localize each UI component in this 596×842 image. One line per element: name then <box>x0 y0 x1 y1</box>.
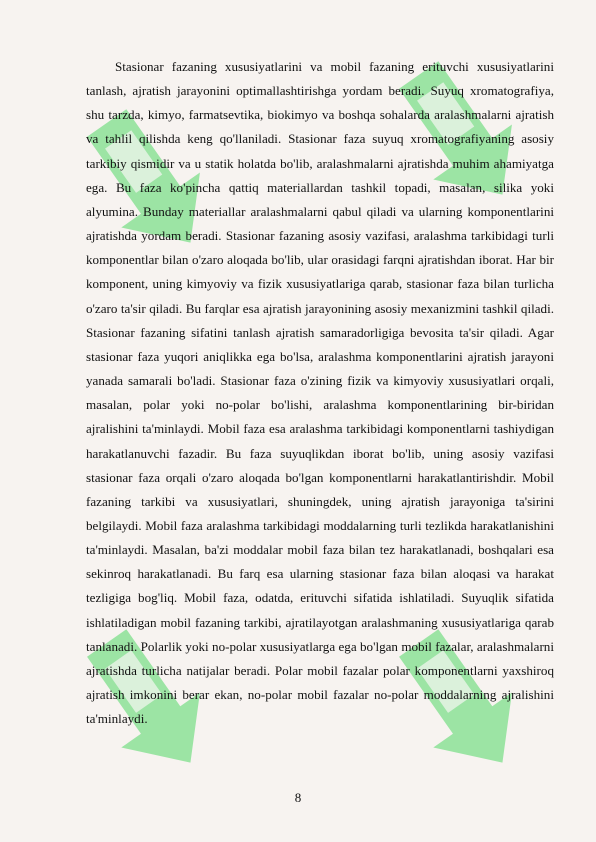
paragraph: Stasionar fazaning xususiyatlarini va mobil fazaning erituvchi xususiyatlarini tanlash, ajratish jarayonini optimallashtirishga yordam beradi. Suyuq xromatografiya, shu tarzda, kimyo, farmatsevtika, biokimyo va boshqa sohalarda aralashmalarni ajratish va tahlil qilishda keng qo'llaniladi. Stasionar faza suyuq xromatografiyaning asosiy tarkibiy qismidir va u statik holatda bo'lib, aralashmalarni ajratishda muhim ahamiyatga ega. Bu faza ko'pincha qattiq materiallardan tashkil topadi, masalan, silika yoki alyumina. Bunday materiallar aralashmalarni qabul qiladi va ularning komponentlarini ajratishda yordam beradi. Stasionar fazaning asosiy vazifasi, aralashma tarkibidagi turli komponentlar bilan o'zaro aloqada bo'lib, ular orasidagi farqni ajratishdan iborat. Har bir komponent, uning kimyoviy va fizik xususiyatlariga qarab, stasionar faza bilan turlicha o'zaro ta'sir qiladi. Bu farqlar esa ajratish jarayonining asosiy mexanizmini tashkil qiladi. Stasionar fazaning sifatini tanlash ajratish samaradorligiga bevosita ta'sir qiladi. Agar stasionar faza yuqori aniqlikka ega bo'lsa, aralashma komponentlarini ajratish jarayoni yanada samarali bo'ladi. Stasionar faza o'zining fizik va kimyoviy xususiyatlari orqali, masalan, polar yoki no-polar bo'lishi, aralashma komponentlarining bir-biridan ajralishini ta'minlaydi. Mobil faza esa aralashma tarkibidagi komponentlarni tashiydigan harakatlanuvchi fazadir. Bu faza suyuqlikdan iborat bo'lib, uning asosiy vazifasi stasionar faza orqali o'zaro aloqada bo'lgan komponentlarni harakatlantirishdir. Mobil fazaning tarkibi va xususiyatlari, shuningdek, uning ajratish jarayoniga ta'sirini belgilaydi. Mobil faza aralashma tarkibidagi moddalarning turli tezlikda harakatlanishini ta'minlaydi. Masalan, ba'zi moddalar mobil faza bilan tez harakatlanadi, boshqalari esa sekinroq harakatlanadi. Bu farq esa ularning stasionar faza bilan aloqasi va harakat tezligiga bog'liq. Mobil faza, odatda, erituvchi sifatida ishlatiladi. Suyuqlik sifatida ishlatiladigan mobil fazaning tarkibi, ajratilayotgan aralashmaning xususiyatlariga qarab tanlanadi. Polarlik yoki no-polar xususiyatlarga ega bo'lgan mobil fazalar, aralashmalarni ajratishda turlicha natijalar beradi. Polar mobil fazalar polar komponentlarni yaxshiroq ajratish imkonini berar ekan, no-polar mobil fazalar no-polar moddalarning ajralishini ta'minlaydi. <box>86 59 554 727</box>
body-text <box>86 55 554 731</box>
page-number: 8 <box>294 790 302 805</box>
